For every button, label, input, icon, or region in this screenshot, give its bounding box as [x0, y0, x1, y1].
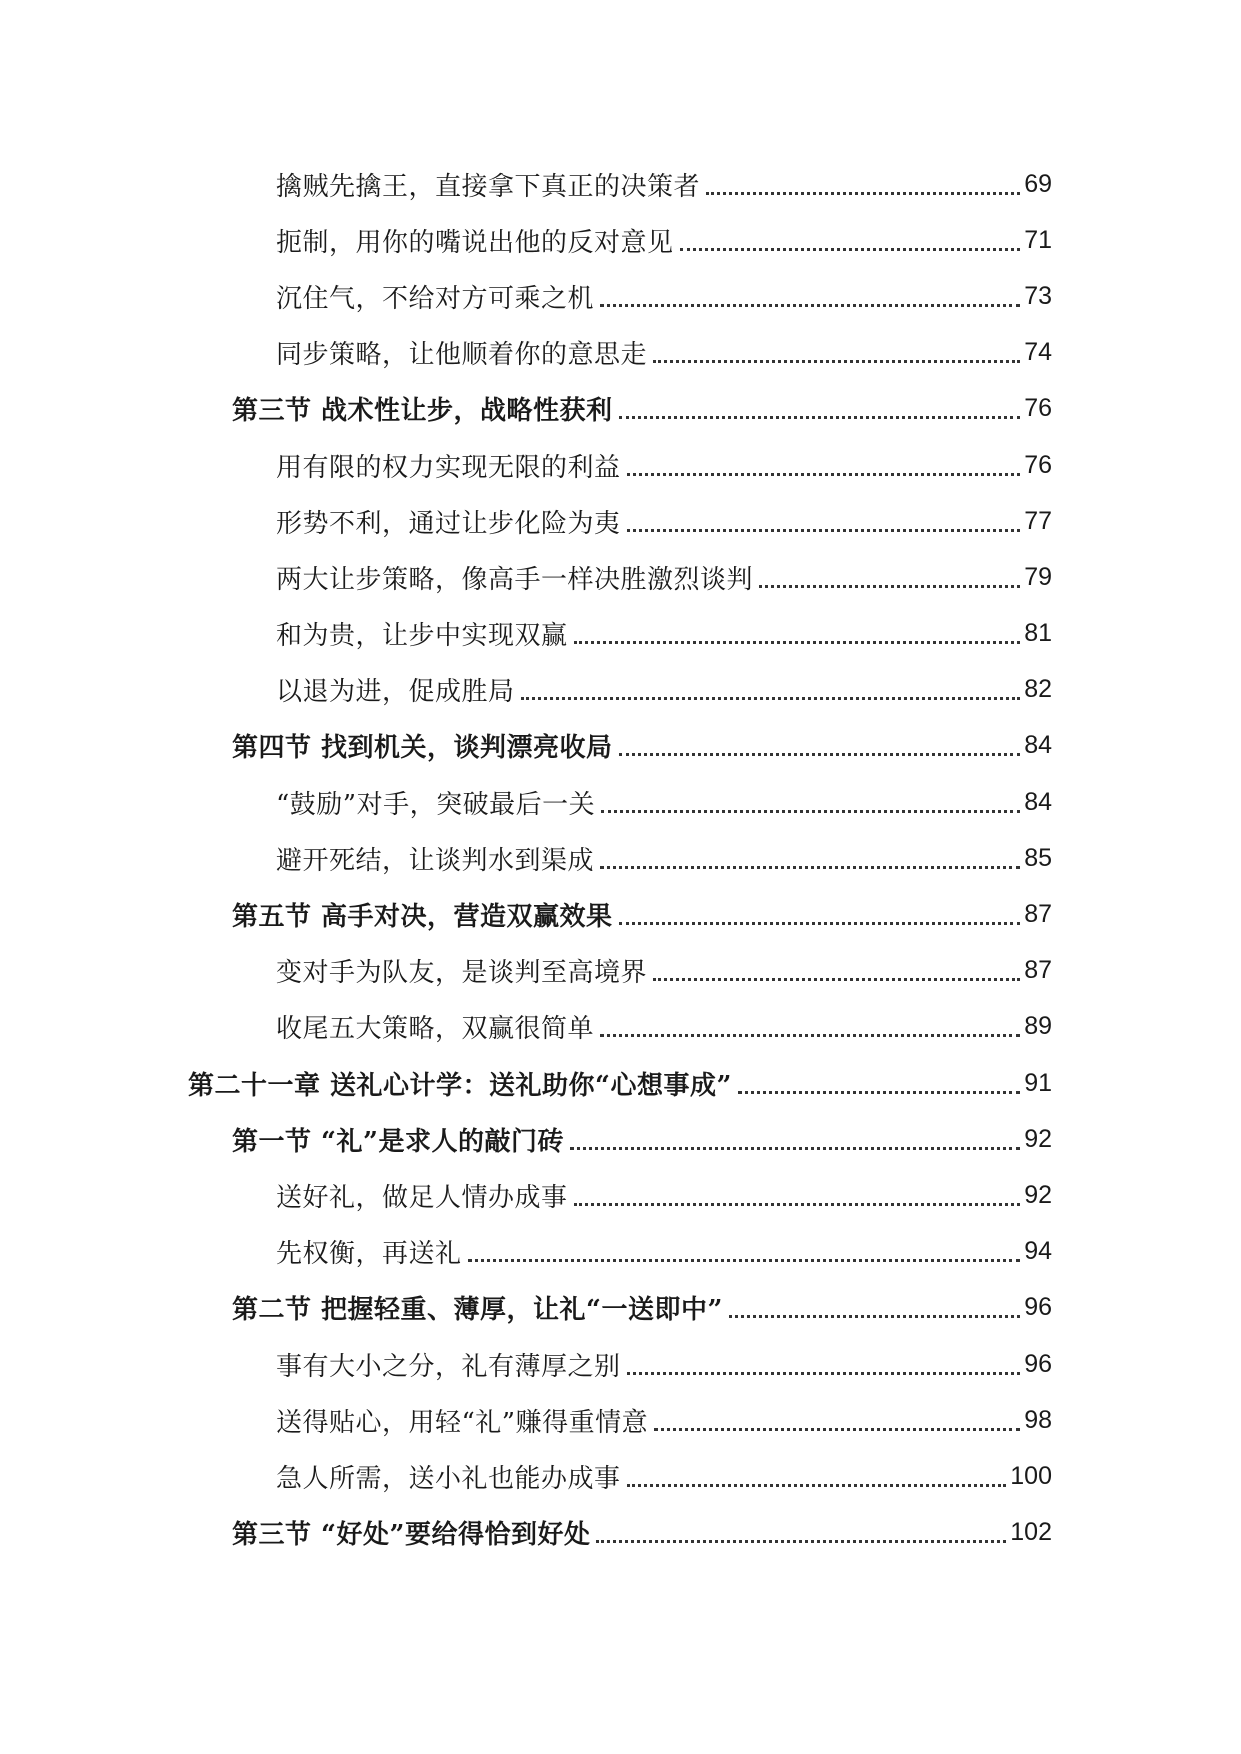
- toc-item-row[interactable]: [0, 1224, 1241, 1280]
- toc-page-number: 87: [1024, 900, 1052, 929]
- toc-entry-title: “鼓励”对手，突破最后一关: [276, 789, 596, 820]
- toc-page-number: 82: [1024, 675, 1052, 704]
- dot-leader: [619, 753, 1021, 756]
- toc-page-number: 96: [1024, 1293, 1052, 1322]
- dot-leader: [627, 529, 1021, 532]
- dot-leader: [680, 248, 1021, 251]
- dot-leader: [570, 1147, 1020, 1150]
- toc-item-row[interactable]: [0, 830, 1241, 886]
- toc-page-number: 98: [1024, 1405, 1052, 1434]
- toc-item-row[interactable]: [0, 156, 1241, 212]
- toc-entry-title: 送得贴心，用轻“礼”赚得重情意: [276, 1407, 649, 1438]
- toc-page-number: 85: [1024, 843, 1052, 872]
- toc-page-number: 81: [1024, 619, 1052, 648]
- toc-entry-title: 变对手为队友，是谈判至高境界: [276, 958, 648, 989]
- toc-entry-title: 第二十一章 送礼心计学：送礼助你“心想事成”: [188, 1070, 732, 1101]
- toc-page-number: 79: [1024, 562, 1052, 591]
- toc-entry-title: 同步策略，让他顺着你的意思走: [276, 340, 648, 371]
- toc-entry-title: 擒贼先擒王，直接拿下真正的决策者: [276, 171, 701, 202]
- dot-leader: [627, 473, 1021, 476]
- toc-page-number: 89: [1024, 1012, 1052, 1041]
- toc-section-row[interactable]: [0, 1111, 1241, 1167]
- dot-leader: [601, 810, 1020, 813]
- dot-leader: [654, 1428, 1020, 1431]
- toc-entry-title: 避开死结，让谈判水到渠成: [276, 845, 595, 876]
- toc-entry-title: 急人所需，送小礼也能办成事: [276, 1463, 621, 1494]
- toc-entry-title: 第三节 “好处”要给得恰到好处: [232, 1520, 591, 1551]
- toc-entry-title: 事有大小之分，礼有薄厚之别: [276, 1351, 621, 1382]
- dot-leader: [596, 1540, 1006, 1543]
- dot-leader: [653, 360, 1020, 363]
- toc-entry-title: 第五节 高手对决，营造双赢效果: [232, 902, 613, 933]
- toc-section-row[interactable]: [0, 381, 1241, 437]
- toc-page-number: 76: [1024, 394, 1052, 423]
- dot-leader: [600, 1034, 1020, 1037]
- toc-entry-title: 第四节 找到机关，谈判漂亮收局: [232, 733, 613, 764]
- toc-entry-title: 送好礼，做足人情办成事: [276, 1182, 568, 1213]
- toc-entry-title: 第一节 “礼”是求人的敲门砖: [232, 1126, 564, 1157]
- dot-leader: [521, 697, 1021, 700]
- toc-item-row[interactable]: [0, 774, 1241, 830]
- dot-leader: [574, 1203, 1021, 1206]
- toc-item-row[interactable]: [0, 437, 1241, 493]
- toc-chapter-row[interactable]: [0, 1055, 1241, 1111]
- toc-entry-title: 以退为进，促成胜局: [276, 677, 515, 708]
- dot-leader: [600, 866, 1020, 869]
- toc-page-number: 100: [1010, 1461, 1052, 1490]
- toc-page-number: 71: [1024, 225, 1052, 254]
- toc-entry-title: 两大让步策略，像高手一样决胜激烈谈判: [276, 564, 754, 595]
- toc-entry-title: 沉住气，不给对方可乘之机: [276, 283, 595, 314]
- toc-page-number: 102: [1010, 1518, 1052, 1547]
- toc-page-number: 73: [1024, 281, 1052, 310]
- toc-page-number: 96: [1024, 1349, 1052, 1378]
- dot-leader: [738, 1091, 1020, 1094]
- toc-item-row[interactable]: [0, 999, 1241, 1055]
- toc-page-number: 77: [1024, 506, 1052, 535]
- toc-item-row[interactable]: [0, 549, 1241, 605]
- toc-section-row[interactable]: [0, 1505, 1241, 1561]
- toc-page-number: 92: [1024, 1124, 1052, 1153]
- dot-leader: [619, 416, 1021, 419]
- toc-item-row[interactable]: [0, 943, 1241, 999]
- toc-item-row[interactable]: [0, 268, 1241, 324]
- toc-item-row[interactable]: [0, 212, 1241, 268]
- toc-item-row[interactable]: [0, 1167, 1241, 1223]
- toc-page-number: 87: [1024, 956, 1052, 985]
- toc-entry-title: 第二节 把握轻重、薄厚，让礼“一送即中”: [232, 1295, 723, 1326]
- dot-leader: [759, 585, 1020, 588]
- toc-section-row[interactable]: [0, 1280, 1241, 1336]
- toc-section-row[interactable]: [0, 718, 1241, 774]
- dot-leader: [729, 1315, 1020, 1318]
- dot-leader: [468, 1259, 1021, 1262]
- toc-item-row[interactable]: [0, 1448, 1241, 1504]
- toc-page-number: 92: [1024, 1180, 1052, 1209]
- toc-item-row[interactable]: [0, 493, 1241, 549]
- dot-leader: [627, 1372, 1021, 1375]
- dot-leader: [574, 641, 1021, 644]
- toc-entry-title: 第三节 战术性让步，战略性获利: [232, 396, 613, 427]
- toc-page-number: 91: [1024, 1068, 1052, 1097]
- toc-item-row[interactable]: [0, 662, 1241, 718]
- toc-page-number: 76: [1024, 450, 1052, 479]
- table-of-contents: [0, 156, 1241, 1561]
- toc-entry-title: 和为贵，让步中实现双赢: [276, 621, 568, 652]
- toc-entry-title: 用有限的权力实现无限的利益: [276, 452, 621, 483]
- dot-leader: [706, 192, 1020, 195]
- dot-leader: [653, 978, 1020, 981]
- dot-leader: [600, 304, 1020, 307]
- toc-item-row[interactable]: [0, 1392, 1241, 1448]
- toc-page-number: 84: [1024, 787, 1052, 816]
- toc-section-row[interactable]: [0, 886, 1241, 942]
- toc-page-number: 94: [1024, 1237, 1052, 1266]
- toc-page-number: 74: [1024, 338, 1052, 367]
- toc-entry-title: 收尾五大策略，双赢很简单: [276, 1014, 595, 1045]
- toc-entry-title: 形势不利，通过让步化险为夷: [276, 508, 621, 539]
- dot-leader: [627, 1484, 1007, 1487]
- toc-entry-title: 先权衡，再送礼: [276, 1239, 462, 1270]
- toc-item-row[interactable]: [0, 325, 1241, 381]
- toc-item-row[interactable]: [0, 606, 1241, 662]
- dot-leader: [619, 922, 1021, 925]
- toc-entry-title: 扼制，用你的嘴说出他的反对意见: [276, 227, 674, 258]
- toc-page-number: 69: [1024, 169, 1052, 198]
- toc-page-number: 84: [1024, 731, 1052, 760]
- toc-item-row[interactable]: [0, 1336, 1241, 1392]
